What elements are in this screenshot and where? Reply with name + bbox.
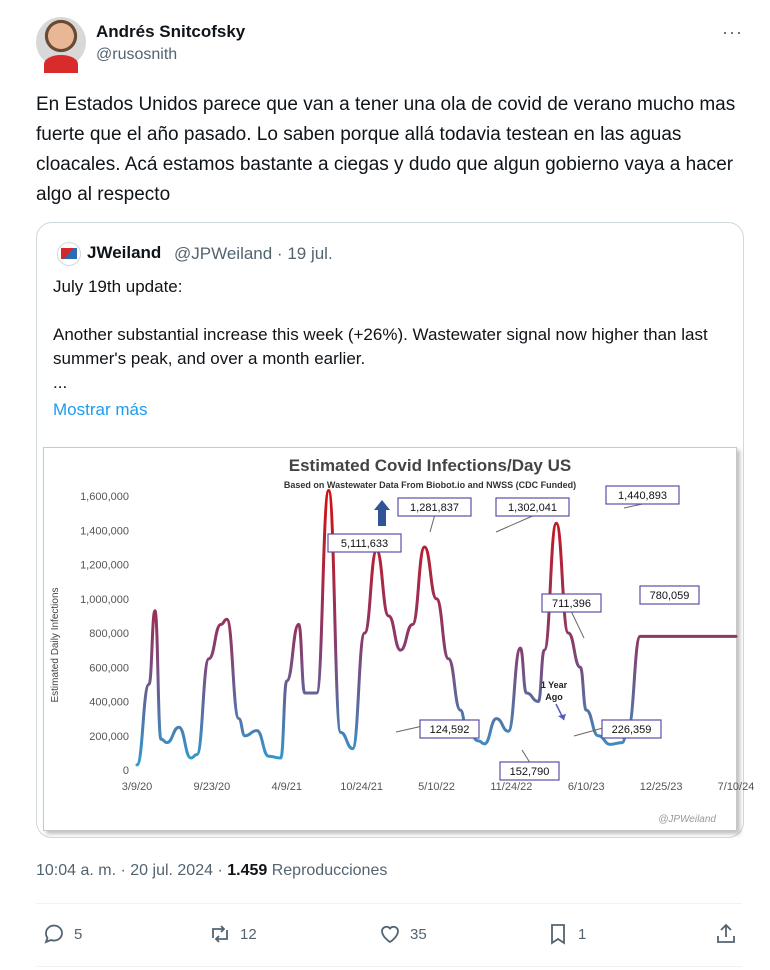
x-tick-label: 5/10/22 [418, 781, 455, 793]
x-tick-label: 4/9/21 [271, 781, 303, 793]
annotation-leader [430, 516, 435, 532]
annotation-value: 226,359 [611, 724, 652, 736]
quoted-author-name[interactable]: JWeiland [87, 243, 162, 262]
quoted-avatar[interactable] [57, 242, 81, 266]
quoted-text: July 19th update: Another substantial increase this week (+26%). Wastewater signal now higher than last summer's peak, and over a month earlier. ... [53, 277, 708, 392]
bookmark-button[interactable] [546, 922, 586, 946]
y-tick-label: 200,000 [89, 730, 129, 743]
annotation-leader [496, 516, 533, 532]
more-options-icon[interactable]: ··· [722, 22, 743, 42]
x-tick-label: 3/9/20 [121, 781, 153, 793]
tweet-stats [36, 862, 387, 880]
annotation-value: 152,790 [509, 766, 550, 778]
repost-count: 12 [240, 925, 257, 943]
quoted-tweet-card[interactable] [36, 222, 755, 838]
views-count: 1.459 [227, 862, 268, 879]
y-axis-label: Estimated Daily Infections [50, 587, 61, 703]
bookmark-count: 1 [578, 925, 587, 943]
up-arrow-icon [374, 500, 390, 526]
share-button[interactable] [714, 922, 738, 946]
quoted-author-handle-date[interactable]: @JPWeiland · 19 jul. [174, 244, 333, 263]
y-tick-label: 800,000 [89, 628, 129, 640]
like-button[interactable] [378, 922, 427, 946]
author-handle[interactable]: @rusosnith [96, 46, 178, 63]
reply-count: 5 [74, 925, 83, 943]
annotation-value: 124,592 [429, 724, 470, 736]
x-tick-label: 11/24/22 [490, 781, 533, 793]
y-tick-label: 400,000 [89, 696, 129, 709]
annotation-value: 711,396 [552, 598, 591, 610]
y-tick-label: 1,000,000 [80, 593, 129, 606]
watermark: @JPWeiland [658, 814, 716, 825]
annotation-leader [572, 612, 585, 638]
share-icon [714, 922, 738, 946]
x-tick-label: 12/25/23 [639, 781, 683, 793]
chart-image[interactable] [43, 447, 755, 831]
tweet-text: En Estados Unidos parece que van a tener una ola de covid de verano mucho mas fuerte que el año pasado. Lo saben porque allá todavia testean en las aguas cloacales. Acá estamos bastante a ciegas y dudo que algun gobierno vaya a hacer algo al respecto [36, 94, 736, 205]
annotation-value: 1,440,893 [618, 490, 667, 502]
tweet-timestamp[interactable]: 10:04 a. m. · 20 jul. 2024 · [36, 862, 228, 879]
annotation-value: 780,059 [649, 590, 690, 602]
y-tick-label: 1,200,000 [80, 559, 129, 572]
y-tick-label: 600,000 [89, 662, 129, 675]
covid-chart [44, 448, 755, 830]
divider-top [36, 903, 742, 904]
reply-icon [42, 922, 66, 946]
chart-title: Estimated Covid Infections/Day US [288, 456, 572, 475]
like-count: 35 [410, 925, 427, 943]
annotation-value: 5,111,633 [340, 538, 389, 550]
x-tick-label: 6/10/23 [567, 781, 605, 793]
show-more-link[interactable]: Mostrar más [53, 400, 148, 419]
author-name[interactable]: Andrés Snitcofsky [96, 22, 246, 41]
views-label: Reproducciones [271, 862, 388, 879]
y-tick-label: 0 [122, 765, 129, 777]
reply-button[interactable] [42, 922, 82, 946]
one-year-ago-line2: Ago [545, 692, 563, 702]
annotation-leader [624, 504, 643, 508]
y-tick-label: 1,600,000 [80, 491, 129, 503]
avatar[interactable] [36, 17, 86, 67]
annotation-value: 1,302,041 [508, 502, 557, 514]
one-year-ago-line1: 1 Year [540, 680, 568, 690]
bookmark-icon [546, 922, 570, 946]
x-tick-label: 9/23/20 [193, 781, 231, 793]
repost-button[interactable] [208, 922, 257, 946]
repost-icon [208, 922, 232, 946]
divider-bottom [36, 966, 742, 967]
x-tick-label: 10/24/21 [340, 781, 384, 793]
x-tick-label: 7/10/24 [717, 781, 755, 793]
heart-icon [378, 922, 402, 946]
y-tick-label: 1,400,000 [80, 525, 129, 538]
annotation-value: 1,281,837 [410, 502, 459, 514]
chart-subtitle: Based on Wastewater Data From Biobot.io and NWSS (CDC Funded) [283, 480, 577, 490]
annotation-leader [522, 750, 530, 762]
